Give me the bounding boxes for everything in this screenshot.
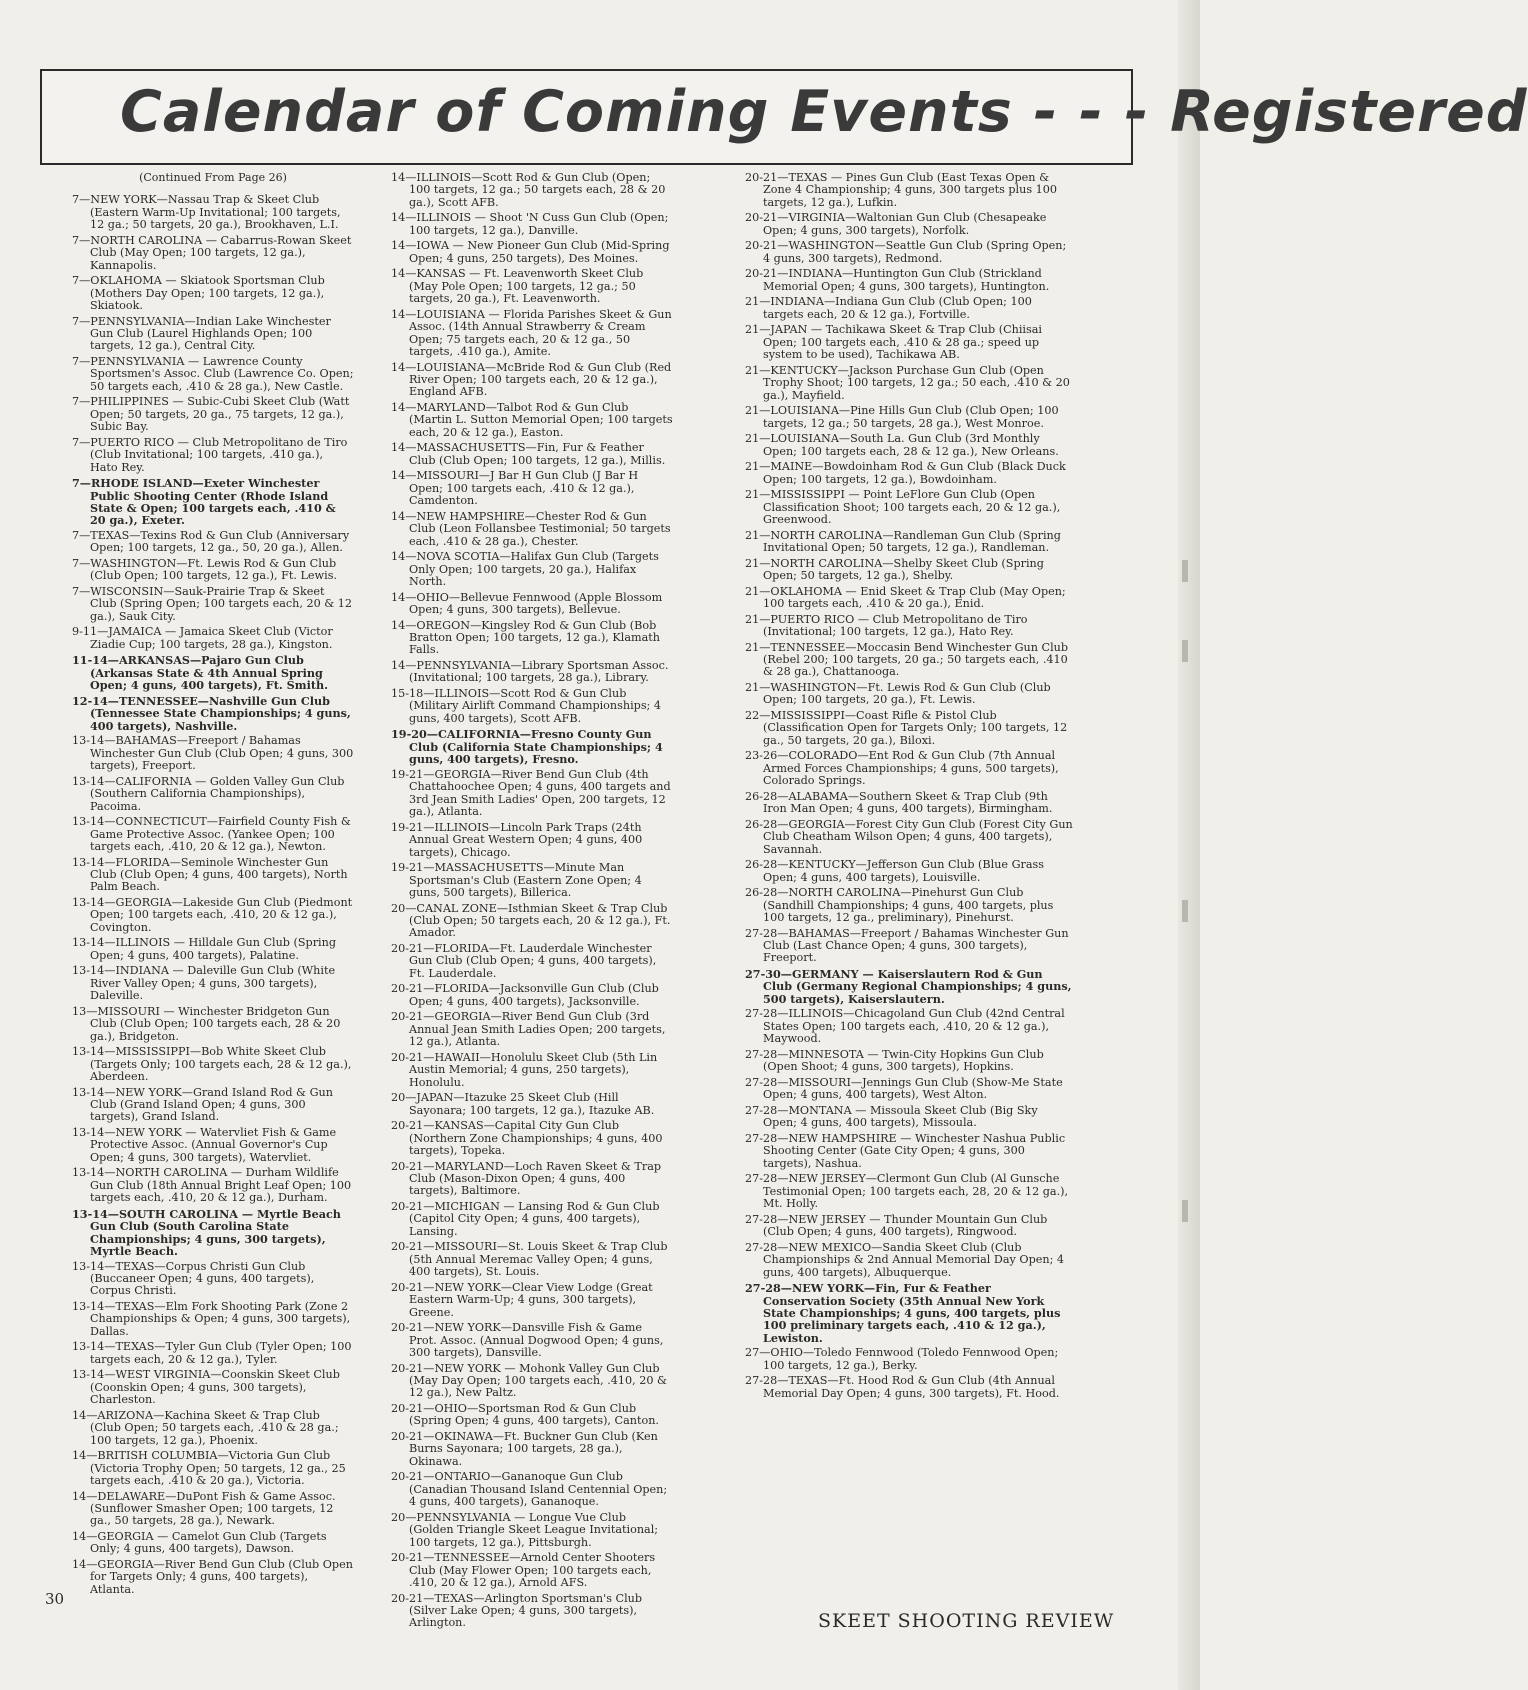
event-entry: 21—MISSISSIPPI — Point LeFlore Gun Club (Open Classification Shoot; 100 targets each, 20 & 12 ga.), Greenwood. xyxy=(745,488,1061,527)
event-entry: 7—RHODE ISLAND—Exeter Winchester Public Shooting Center (Rhode Island State & Open; 100 targets each, .410 & 20 ga.), Exeter. xyxy=(72,476,336,528)
event-entry: 14—GEORGIA — Camelot Gun Club (Targets Only; 4 guns, 400 targets), Dawson. xyxy=(72,1530,327,1556)
event-entry: 26-28—ALABAMA—Southern Skeet & Trap Club (9th Iron Man Open; 4 guns, 400 targets), Birmingham. xyxy=(745,789,1053,816)
event-entry: 23-26—COLORADO—Ent Rod & Gun Club (7th Annual Armed Forces Championships; 4 guns, 500 targets), Colorado Springs. xyxy=(745,749,1059,788)
event-entry: 20-21—OHIO—Sportsman Rod & Gun Club (Spring Open; 4 guns, 400 targets), Canton. xyxy=(391,1401,659,1428)
event-entry: 14—ILLINOIS—Scott Rod & Gun Club (Open; 100 targets, 12 ga.; 50 targets each, 28 & 20 ga.), Scott AFB. xyxy=(391,171,666,209)
event-entry: 9-11—JAMAICA — Jamaica Skeet Club (Victor Ziadie Cup; 100 targets, 28 ga.), Kingston. xyxy=(72,625,333,651)
edge-mark xyxy=(1182,900,1188,922)
event-entry: 27-30—GERMANY — Kaiserslautern Rod & Gun Club (Germany Regional Championships; 4 guns, 500 targets), Kaiserslautern. xyxy=(745,967,1072,1006)
event-entry: 27-28—MONTANA — Missoula Skeet Club (Big Sky Open; 4 guns, 400 targets), Missoula. xyxy=(745,1103,1038,1130)
event-entry: 7—WISCONSIN—Sauk-Prairie Trap & Skeet Club (Spring Open; 100 targets each, 20 & 12 ga.), Sauk City. xyxy=(72,585,352,623)
event-entry: 27-28—TEXAS—Ft. Hood Rod & Gun Club (4th Annual Memorial Day Open; 4 guns, 300 targets), Ft. Hood. xyxy=(745,1374,1060,1400)
event-entry: 20—JAPAN—Itazuke 25 Skeet Club (Hill Sayonara; 100 targets, 12 ga.), Itazuke AB. xyxy=(391,1091,655,1117)
event-entry: 14—MASSACHUSETTS—Fin, Fur & Feather Club (Club Open; 100 targets, 12 ga.), Millis. xyxy=(391,441,666,467)
event-entry: 20-21—ONTARIO—Gananoque Gun Club (Canadian Thousand Island Centennial Open; 4 guns, 400 targets), Gananoque. xyxy=(391,1470,668,1509)
event-entry: 14—NOVA SCOTIA—Halifax Gun Club (Targets Only Open; 100 targets, 20 ga.), Halifax North. xyxy=(391,550,659,589)
event-entry: 27-28—NEW YORK—Fin, Fur & Feather Conservation Society (35th Annual New York State Championships; 4 guns, 400 targets, plus 100 preliminary targets each, .410 & 12 ga.), Lewiston. xyxy=(745,1281,1061,1345)
event-entry: 27-28—MINNESOTA — Twin-City Hopkins Gun Club (Open Shoot; 4 guns, 300 targets), Hopkins. xyxy=(745,1047,1044,1074)
event-entry: 27-28—MISSOURI—Jennings Gun Club (Show-Me State Open; 4 guns, 400 targets), West Alton. xyxy=(745,1075,1063,1102)
event-entry: 21—TENNESSEE—Moccasin Bend Winchester Gun Club (Rebel 200; 100 targets, 20 ga.; 50 targets each, .410 & 28 ga.), Chattanooga. xyxy=(745,640,1069,679)
event-entry: 13-14—INDIANA — Daleville Gun Club (White River Valley Open; 4 guns, 300 targets), Daleville. xyxy=(72,964,336,1003)
event-entry: 20-21—INDIANA—Huntington Gun Club (Strickland Memorial Open; 4 guns, 300 targets), Huntington. xyxy=(745,267,1050,293)
event-entry: 21—PUERTO RICO — Club Metropolitano de Tiro (Invitational; 100 targets, 12 ga.), Hato Rey. xyxy=(745,612,1028,639)
event-entry: 13-14—WEST VIRGINIA—Coonskin Skeet Club (Coonskin Open; 4 guns, 300 targets), Charleston. xyxy=(72,1368,340,1407)
event-entry: 13-14—NEW YORK—Grand Island Rod & Gun Club (Grand Island Open; 4 guns, 300 targets), Grand Island. xyxy=(72,1085,333,1124)
event-entry: 21—INDIANA—Indiana Gun Club (Club Open; 100 targets each, 20 & 12 ga.), Fortville. xyxy=(745,295,1032,321)
event-entry: 20-21—NEW YORK — Mohonk Valley Gun Club (May Day Open; 100 targets each, .410, 20 & 12 ga.), New Paltz. xyxy=(391,1361,668,1400)
event-entry: 11-14—ARKANSAS—Pajaro Gun Club (Arkansas State & 4th Annual Spring Open; 4 guns, 400 targets), Ft. Smith. xyxy=(72,653,329,693)
event-entry: 20—PENNSYLVANIA — Longue Vue Club (Golden Triangle Skeet League Invitational; 100 targets, 12 ga.), Pittsburgh. xyxy=(391,1510,659,1549)
event-entry: 21—LOUISIANA—Pine Hills Gun Club (Club Open; 100 targets, 12 ga.; 50 targets, 28 ga.), West Monroe. xyxy=(745,404,1059,430)
event-entry: 7—PHILIPPINES — Subic-Cubi Skeet Club (Watt Open; 50 targets, 20 ga., 75 targets, 12 ga.), Subic Bay. xyxy=(72,395,350,434)
continued-note: (Continued From Page 26) xyxy=(139,171,287,184)
events-column-3 xyxy=(745,172,1075,1403)
event-entry: 20-21—HAWAII—Honolulu Skeet Club (5th Lin Austin Memorial; 4 guns, 250 targets), Honolulu. xyxy=(391,1050,658,1089)
event-entry: 7—WASHINGTON—Ft. Lewis Rod & Gun Club (Club Open; 100 targets, 12 ga.), Ft. Lewis. xyxy=(72,557,337,583)
event-entry: 7—NEW YORK—Nassau Trap & Skeet Club (Eastern Warm-Up Invitational; 100 targets, 12 ga.; 50 targets, 20 ga.), Brookhaven, L.I. xyxy=(72,193,341,232)
page-edge-strip xyxy=(1178,0,1200,1690)
event-entry: 7—OKLAHOMA — Skiatook Sportsman Club (Mothers Day Open; 100 targets, 12 ga.), Skiatook. xyxy=(72,274,325,313)
event-entry: 14—DELAWARE—DuPont Fish & Game Assoc. (Sunflower Smasher Open; 100 targets, 12 ga., 50 targets, 28 ga.), Newark. xyxy=(72,1489,336,1528)
event-entry: 13-14—CONNECTICUT—Fairfield County Fish & Game Protective Assoc. (Yankee Open; 100 targets each, .410, 20 & 12 ga.), Newton. xyxy=(72,815,351,853)
event-entry: 20-21—KANSAS—Capital City Gun Club (Northern Zone Championships; 4 guns, 400 targets), Topeka. xyxy=(391,1119,663,1157)
event-entry: 20-21—GEORGIA—River Bend Gun Club (3rd Annual Jean Smith Ladies Open; 200 targets, 12 ga.), Atlanta. xyxy=(391,1010,666,1049)
event-entry: 20-21—MARYLAND—Loch Raven Skeet & Trap Club (Mason-Dixon Open; 4 guns, 400 targets), Baltimore. xyxy=(391,1159,662,1198)
event-entry: 13-14—CALIFORNIA — Golden Valley Gun Club (Southern California Championships), Pacoima. xyxy=(72,774,345,813)
event-entry: 13-14—ILLINOIS — Hilldale Gun Club (Spring Open; 4 guns, 400 targets), Palatine. xyxy=(72,936,337,962)
event-entry: 21—KENTUCKY—Jackson Purchase Gun Club (Open Trophy Shoot; 100 targets, 12 ga.; 50 each, .410 & 20 ga.), Mayfield. xyxy=(745,363,1070,402)
event-entry: 14—IOWA — New Pioneer Gun Club (Mid-Spring Open; 4 guns, 250 targets), Des Moines. xyxy=(391,239,670,265)
event-entry: 7—PENNSYLVANIA—Indian Lake Winchester Gun Club (Laurel Highlands Open; 100 targets, 12 ga.), Central City. xyxy=(72,314,331,353)
event-entry: 13-14—NEW YORK — Watervliet Fish & Game Protective Assoc. (Annual Governor's Cup Open; 4 guns, 300 targets), Watervliet. xyxy=(72,1125,337,1164)
event-entry: 7—TEXAS—Texins Rod & Gun Club (Anniversary Open; 100 targets, 12 ga., 50, 20 ga.), Allen. xyxy=(72,529,350,555)
event-entry: 13-14—SOUTH CAROLINA — Myrtle Beach Gun Club (South Carolina State Championships; 4 guns, 300 targets), Myrtle Beach. xyxy=(72,1206,341,1258)
event-entry: 14—NEW HAMPSHIRE—Chester Rod & Gun Club (Leon Follansbee Testimonial; 50 targets each, .410 & 28 ga.), Chester. xyxy=(391,509,671,548)
event-entry: 7—PUERTO RICO — Club Metropolitano de Tiro (Club Invitational; 100 targets, .410 ga.), Hato Rey. xyxy=(72,435,348,474)
event-entry: 20—CANAL ZONE—Isthmian Skeet & Trap Club (Club Open; 50 targets each, 20 & 12 ga.), Ft. Amador. xyxy=(391,901,671,940)
event-entry: 14—GEORGIA—River Bend Gun Club (Club Open for Targets Only; 4 guns, 400 targets), Atlanta. xyxy=(72,1558,353,1596)
event-entry: 14—OHIO—Bellevue Fennwood (Apple Blossom Open; 4 guns, 300 targets), Bellevue. xyxy=(391,590,663,617)
event-entry: 7—NORTH CAROLINA — Cabarrus-Rowan Skeet Club (May Open; 100 targets, 12 ga.), Kannapolis. xyxy=(72,233,352,272)
event-entry: 13-14—MISSISSIPPI—Bob White Skeet Club (Targets Only; 100 targets each, 28 & 12 ga.), Aberdeen. xyxy=(72,1045,352,1083)
event-entry: 20-21—NEW YORK—Clear View Lodge (Great Eastern Warm-Up; 4 guns, 300 targets), Greene. xyxy=(391,1280,653,1319)
event-entry: 13—MISSOURI — Winchester Bridgeton Gun Club (Club Open; 100 targets each, 28 & 20 ga.), Bridgeton. xyxy=(72,1004,341,1043)
event-entry: 19-21—ILLINOIS—Lincoln Park Traps (24th Annual Great Western Open; 4 guns, 400 targets), Chicago. xyxy=(391,820,643,859)
event-entry: 26-28—KENTUCKY—Jefferson Gun Club (Blue Grass Open; 4 guns, 400 targets), Louisville. xyxy=(745,858,1045,884)
event-entry: 27-28—NEW JERSEY—Clermont Gun Club (Al Gunsche Testimonial Open; 100 targets each, 28, 20 & 12 ga.), Mt. Holly. xyxy=(745,1172,1069,1211)
event-entry: 20-21—NEW YORK—Dansville Fish & Game Prot. Assoc. (Annual Dogwood Open; 4 guns, 300 targets), Dansville. xyxy=(391,1321,664,1359)
event-entry: 14—PENNSYLVANIA—Library Sportsman Assoc. (Invitational; 100 targets, 28 ga.), Library. xyxy=(391,659,669,685)
event-entry: 21—LOUISIANA—South La. Gun Club (3rd Monthly Open; 100 targets each, 28 & 12 ga.), New Orleans. xyxy=(745,432,1059,458)
event-entry: 7—PENNSYLVANIA — Lawrence County Sportsmen's Assoc. Club (Lawrence Co. Open; 50 targets each, .410 & 28 ga.), New Castle. xyxy=(72,355,354,393)
event-entry: 20-21—TENNESSEE—Arnold Center Shooters Club (May Flower Open; 100 targets each, .410, 20 & 12 ga.), Arnold AFS. xyxy=(391,1551,656,1589)
event-entry: 27-28—NEW HAMPSHIRE — Winchester Nashua Public Shooting Center (Gate City Open; 4 guns, 300 targets), Nashua. xyxy=(745,1131,1066,1170)
event-entry: 13-14—GEORGIA—Lakeside Gun Club (Piedmont Open; 100 targets each, .410, 20 & 12 ga.), Covington. xyxy=(72,895,353,934)
event-entry: 21—MAINE—Bowdoinham Rod & Gun Club (Black Duck Open; 100 targets, 12 ga.), Bowdoinham. xyxy=(745,460,1066,486)
events-column-2 xyxy=(391,172,673,1633)
event-entry: 19-21—GEORGIA—River Bend Gun Club (4th Chattahoochee Open; 4 guns, 400 targets and 3rd Jean Smith Ladies' Open, 200 targets, 12 ga.), Atlanta. xyxy=(391,767,671,819)
event-entry: 20-21—TEXAS — Pines Gun Club (East Texas Open & Zone 4 Championship; 4 guns, 300 targets plus 100 targets, 12 ga.), Lufkin. xyxy=(745,171,1057,209)
event-entry: 13-14—TEXAS—Elm Fork Shooting Park (Zone 2 Championships & Open; 4 guns, 300 targets), Dallas. xyxy=(72,1299,351,1338)
event-entry: 21—JAPAN — Tachikawa Skeet & Trap Club (Chiisai Open; 100 targets each, .410 & 28 ga.; speed up system to be used), Tachikawa AB. xyxy=(745,323,1043,362)
page-number: 30 xyxy=(45,1590,65,1608)
event-entry: 13-14—TEXAS—Corpus Christi Gun Club (Buccaneer Open; 4 guns, 400 targets), Corpus Christi. xyxy=(72,1259,315,1298)
edge-mark xyxy=(1182,640,1188,662)
event-entry: 14—BRITISH COLUMBIA—Victoria Gun Club (Victoria Trophy Open; 50 targets, 12 ga., 25 targets each, .410 & 20 ga.), Victoria. xyxy=(72,1449,346,1487)
event-entry: 13-14—NORTH CAROLINA — Durham Wildlife Gun Club (18th Annual Bright Leaf Open; 100 targets each, .410, 20 & 12 ga.), Durham. xyxy=(72,1166,352,1205)
event-entry: 13-14—FLORIDA—Seminole Winchester Gun Club (Club Open; 4 guns, 400 targets), North Palm Beach. xyxy=(72,855,348,894)
event-entry: 20-21—MICHIGAN — Lansing Rod & Gun Club (Capitol City Open; 4 guns, 400 targets), Lansing. xyxy=(391,1199,660,1238)
event-entry: 27-28—BAHAMAS—Freeport / Bahamas Winchester Gun Club (Last Chance Open; 4 guns, 300 targets), Freeport. xyxy=(745,926,1069,965)
event-entry: 21—NORTH CAROLINA—Randleman Gun Club (Spring Invitational Open; 50 targets, 12 ga.), Randleman. xyxy=(745,528,1061,555)
event-entry: 14—MISSOURI—J Bar H Gun Club (J Bar H Open; 100 targets each, .410 & 12 ga.), Camdenton. xyxy=(391,469,639,508)
event-entry: 13-14—BAHAMAS—Freeport / Bahamas Winchester Gun Club (Club Open; 4 guns, 300 targets), Freeport. xyxy=(72,734,354,773)
event-entry: 20-21—VIRGINIA—Waltonian Gun Club (Chesapeake Open; 4 guns, 300 targets), Norfolk. xyxy=(745,211,1047,237)
event-entry: 20-21—TEXAS—Arlington Sportsman's Club (Silver Lake Open; 4 guns, 300 targets), Arlington. xyxy=(391,1591,643,1630)
event-entry: 19-20—CALIFORNIA—Fresno County Gun Club (California State Championships; 4 guns, 400 targets), Fresno. xyxy=(391,727,663,767)
event-entry: 20-21—OKINAWA—Ft. Buckner Gun Club (Ken Burns Sayonara; 100 targets, 28 ga.), Okinawa. xyxy=(391,1429,658,1468)
event-entry: 27-28—NEW MEXICO—Sandia Skeet Club (Club Championships & 2nd Annual Memorial Day Open; 4 guns, 400 targets), Albuquerque. xyxy=(745,1240,1065,1279)
event-entry: 26-28—GEORGIA—Forest City Gun Club (Forest City Gun Club Cheatham Wilson Open; 4 guns, 400 targets), Savannah. xyxy=(745,817,1073,856)
event-entry: 14—KANSAS — Ft. Leavenworth Skeet Club (May Pole Open; 100 targets, 12 ga.; 50 targets, 20 ga.), Ft. Leavenworth. xyxy=(391,267,644,306)
event-entry: 22—MISSISSIPPI—Coast Rifle & Pistol Club (Classification Open for Targets Only; 100 targets, 12 ga., 50 targets, 20 ga.), Biloxi. xyxy=(745,709,1068,747)
page-title-banner xyxy=(40,69,1528,165)
event-entry: 27-28—NEW JERSEY — Thunder Mountain Gun Club (Club Open; 4 guns, 400 targets), Ringwood. xyxy=(745,1212,1048,1239)
event-entry: 21—NORTH CAROLINA—Shelby Skeet Club (Spring Open; 50 targets, 12 ga.), Shelby. xyxy=(745,556,1044,583)
event-entry: 14—OREGON—Kingsley Rod & Gun Club (Bob Bratton Open; 100 targets, 12 ga.), Klamath Falls. xyxy=(391,618,661,657)
event-entry: 14—LOUISIANA — Florida Parishes Skeet & Gun Assoc. (14th Annual Strawberry & Cream Open; 75 targets each, 20 & 12 ga., 50 targets, .410 ga.), Amite. xyxy=(391,307,672,359)
event-entry: 13-14—TEXAS—Tyler Gun Club (Tyler Open; 100 targets each, 20 & 12 ga.), Tyler. xyxy=(72,1340,352,1366)
event-entry: 14—ARIZONA—Kachina Skeet & Trap Club (Club Open; 50 targets each, .410 & 28 ga.; 100 targets, 12 ga.), Phoenix. xyxy=(72,1408,339,1447)
event-entry: 19-21—MASSACHUSETTS—Minute Man Sportsman's Club (Eastern Zone Open; 4 guns, 500 targets), Billerica. xyxy=(391,861,642,899)
event-entry: 20-21—FLORIDA—Ft. Lauderdale Winchester Gun Club (Club Open; 4 guns, 400 targets), Ft. Lauderdale. xyxy=(391,941,657,980)
event-entry: 21—OKLAHOMA — Enid Skeet & Trap Club (May Open; 100 targets each, .410 & 20 ga.), Enid. xyxy=(745,584,1066,611)
publication-name: SKEET SHOOTING REVIEW xyxy=(818,1610,1115,1632)
event-entry: 20-21—WASHINGTON—Seattle Gun Club (Spring Open; 4 guns, 300 targets), Redmond. xyxy=(745,239,1067,265)
events-column-1 xyxy=(72,172,354,1599)
event-entry: 14—MARYLAND—Talbot Rod & Gun Club (Martin L. Sutton Memorial Open; 100 targets each, 20 & 12 ga.), Easton. xyxy=(391,401,673,439)
edge-mark xyxy=(1182,560,1188,582)
event-entry: 14—LOUISIANA—McBride Rod & Gun Club (Red River Open; 100 targets each, 20 & 12 ga.), England AFB. xyxy=(391,360,672,399)
event-entry: 27-28—ILLINOIS—Chicagoland Gun Club (42nd Central States Open; 100 targets each, .410, 20 & 12 ga.), Maywood. xyxy=(745,1007,1065,1046)
edge-mark xyxy=(1182,1200,1188,1222)
page-title: Calendar of Coming Events - - - Registered xyxy=(120,79,1528,145)
event-entry: 20-21—FLORIDA—Jacksonville Gun Club (Club Open; 4 guns, 400 targets), Jacksonville. xyxy=(391,982,659,1008)
event-entry: 15-18—ILLINOIS—Scott Rod & Gun Club (Military Airlift Command Championships; 4 guns, 400 targets), Scott AFB. xyxy=(391,687,661,725)
event-entry: 20-21—MISSOURI—St. Louis Skeet & Trap Club (5th Annual Meremac Valley Open; 4 guns, 400 targets), St. Louis. xyxy=(391,1240,668,1279)
event-entry: 14—ILLINOIS — Shoot 'N Cuss Gun Club (Open; 100 targets, 12 ga.), Danville. xyxy=(391,211,669,237)
event-entry: 26-28—NORTH CAROLINA—Pinehurst Gun Club (Sandhill Championships; 4 guns, 400 targets, plus 100 targets, 12 ga., preliminary), Pinehurst. xyxy=(745,886,1054,925)
event-entry: 21—WASHINGTON—Ft. Lewis Rod & Gun Club (Club Open; 100 targets, 20 ga.), Ft. Lewis. xyxy=(745,681,1051,707)
event-entry: 12-14—TENNESSEE—Nashville Gun Club (Tennessee State Championships; 4 guns, 400 targets), Nashville. xyxy=(72,693,351,733)
event-entry: 27—OHIO—Toledo Fennwood (Toledo Fennwood Open; 100 targets, 12 ga.), Berky. xyxy=(745,1346,1059,1372)
